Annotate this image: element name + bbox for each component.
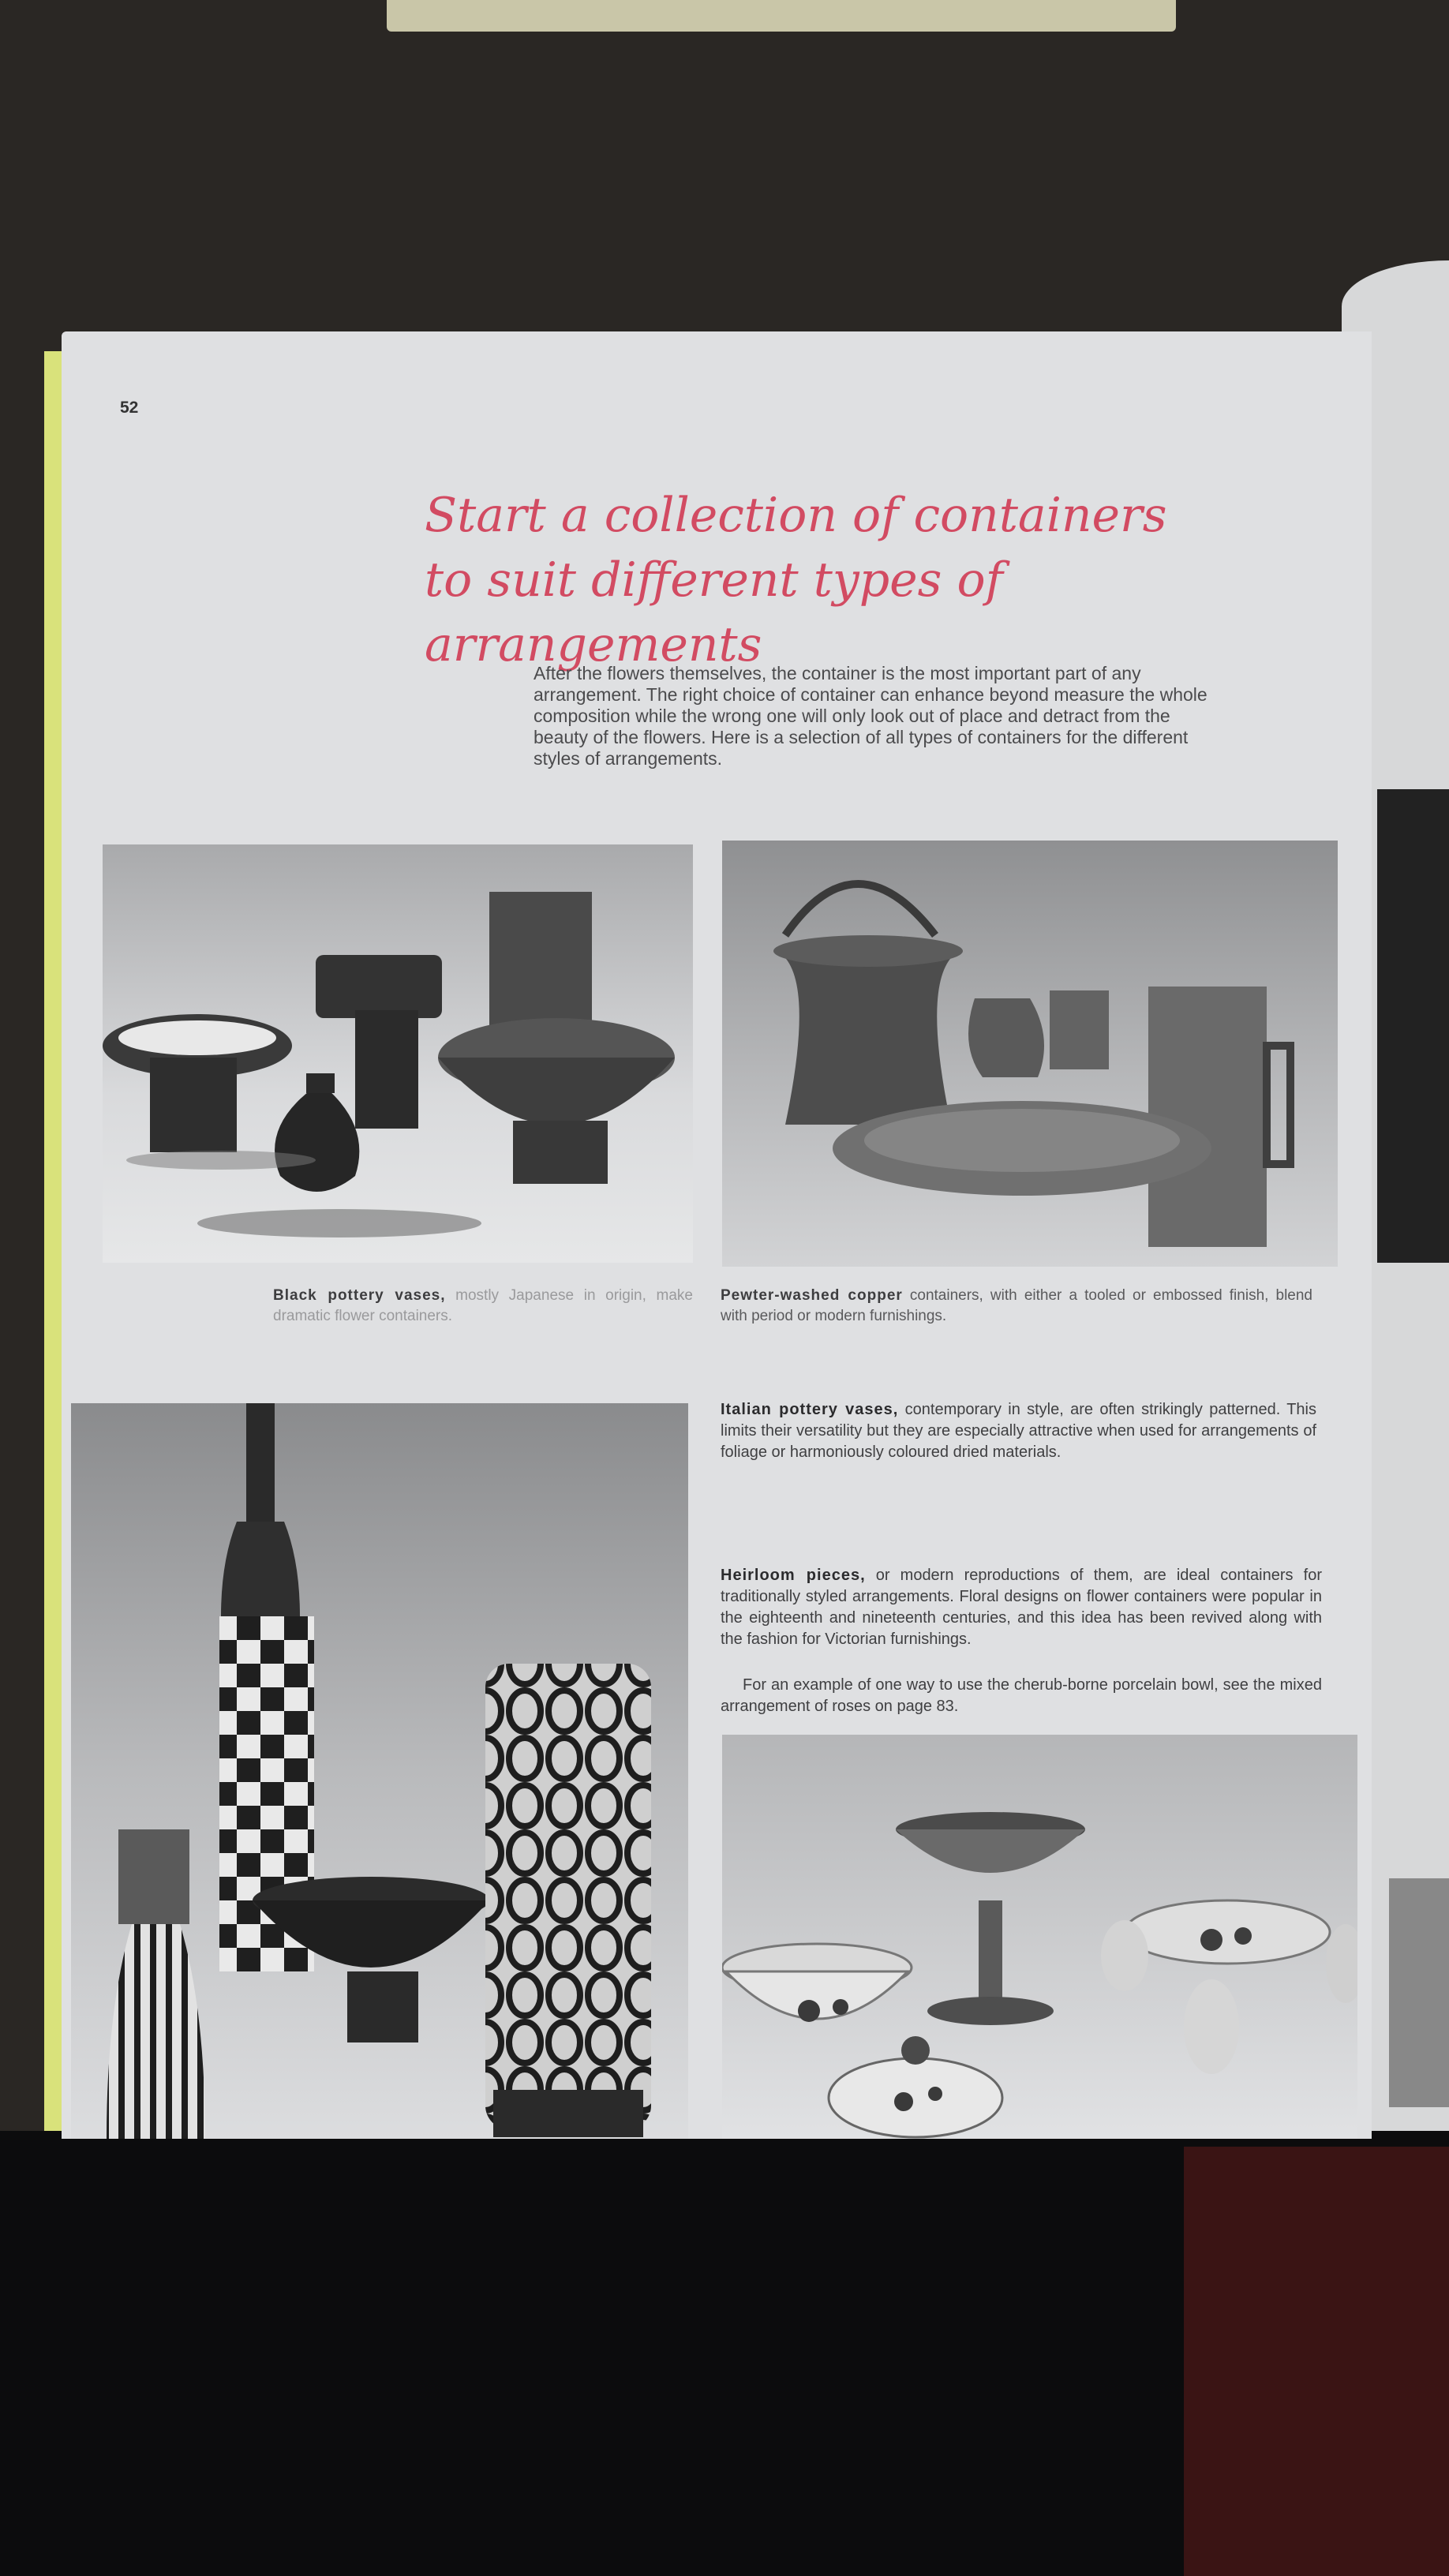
- caption-black-pottery-lead: Black pottery vases,: [273, 1287, 446, 1304]
- paragraph-italian-pottery: [721, 1399, 1316, 1463]
- intro-paragraph: After the flowers themselves, the container is the most important part of any arrangement. The right choice of container can enhance beyond measure the whole composition while the wrong one will only look out of place and detract from the beauty of the flowers. Here is a selection of all types of containers for the different styles of arrangements.: [534, 663, 1208, 769]
- adjacent-page-photo: [1389, 1878, 1449, 2107]
- page-headline: [425, 483, 1340, 677]
- paragraph-heirloom-text: or modern reproductions of them, are ideal containers for traditionally styled arrangements. Floral designs on flower containers were popular in the eighteenth and nineteenth centuries, and this idea has been revived along with the fashion for Victorian furnishings.: [721, 1567, 1322, 1648]
- caption-pewter-copper-text: containers, with either a tooled or embossed finish, blend with period or modern furnishings.: [721, 1287, 1313, 1324]
- photo-pewter-copper-containers: [722, 841, 1338, 1267]
- caption-black-pottery-text: mostly Japanese in origin, make dramatic flower containers.: [273, 1287, 693, 1324]
- book-spine-background: [387, 0, 1176, 32]
- red-cloth-background: [1184, 2147, 1449, 2576]
- paragraph-heirloom-lead: Heirloom pieces,: [721, 1567, 866, 1584]
- adjacent-page-photo: [1377, 789, 1449, 1263]
- black-pottery-illustration: [103, 844, 693, 1263]
- italian-pottery-illustration: [71, 1403, 688, 2139]
- paragraph-italian-lead: Italian pottery vases,: [721, 1401, 899, 1418]
- caption-pewter-copper-lead: Pewter-washed copper: [721, 1287, 903, 1304]
- headline-line-2: to suit different types of arrangements: [425, 552, 1003, 672]
- paragraph-heirloom-example: For an example of one way to use the cherub-borne porcelain bowl, see the mixed arrangement of roses on page 83.: [721, 1676, 1322, 1715]
- heirloom-porcelain-illustration: [722, 1735, 1357, 2139]
- headline-line-1: Start a collection of containers: [425, 488, 1167, 543]
- photo-italian-pottery-vases: [71, 1403, 688, 2139]
- caption-black-pottery: [273, 1286, 693, 1327]
- photo-heirloom-porcelain: [722, 1735, 1357, 2139]
- paragraph-italian-text: contemporary in style, are often strikingly patterned. This limits their versatility but they are especially attractive when used for arrangements of foliage or harmoniously coloured dried materials.: [721, 1401, 1316, 1461]
- caption-pewter-copper: [721, 1286, 1312, 1327]
- pewter-copper-illustration: [722, 841, 1338, 1267]
- paragraph-heirloom-pieces: [721, 1565, 1322, 1650]
- page-number: 52: [120, 399, 139, 417]
- photo-black-pottery-vases: [103, 844, 693, 1263]
